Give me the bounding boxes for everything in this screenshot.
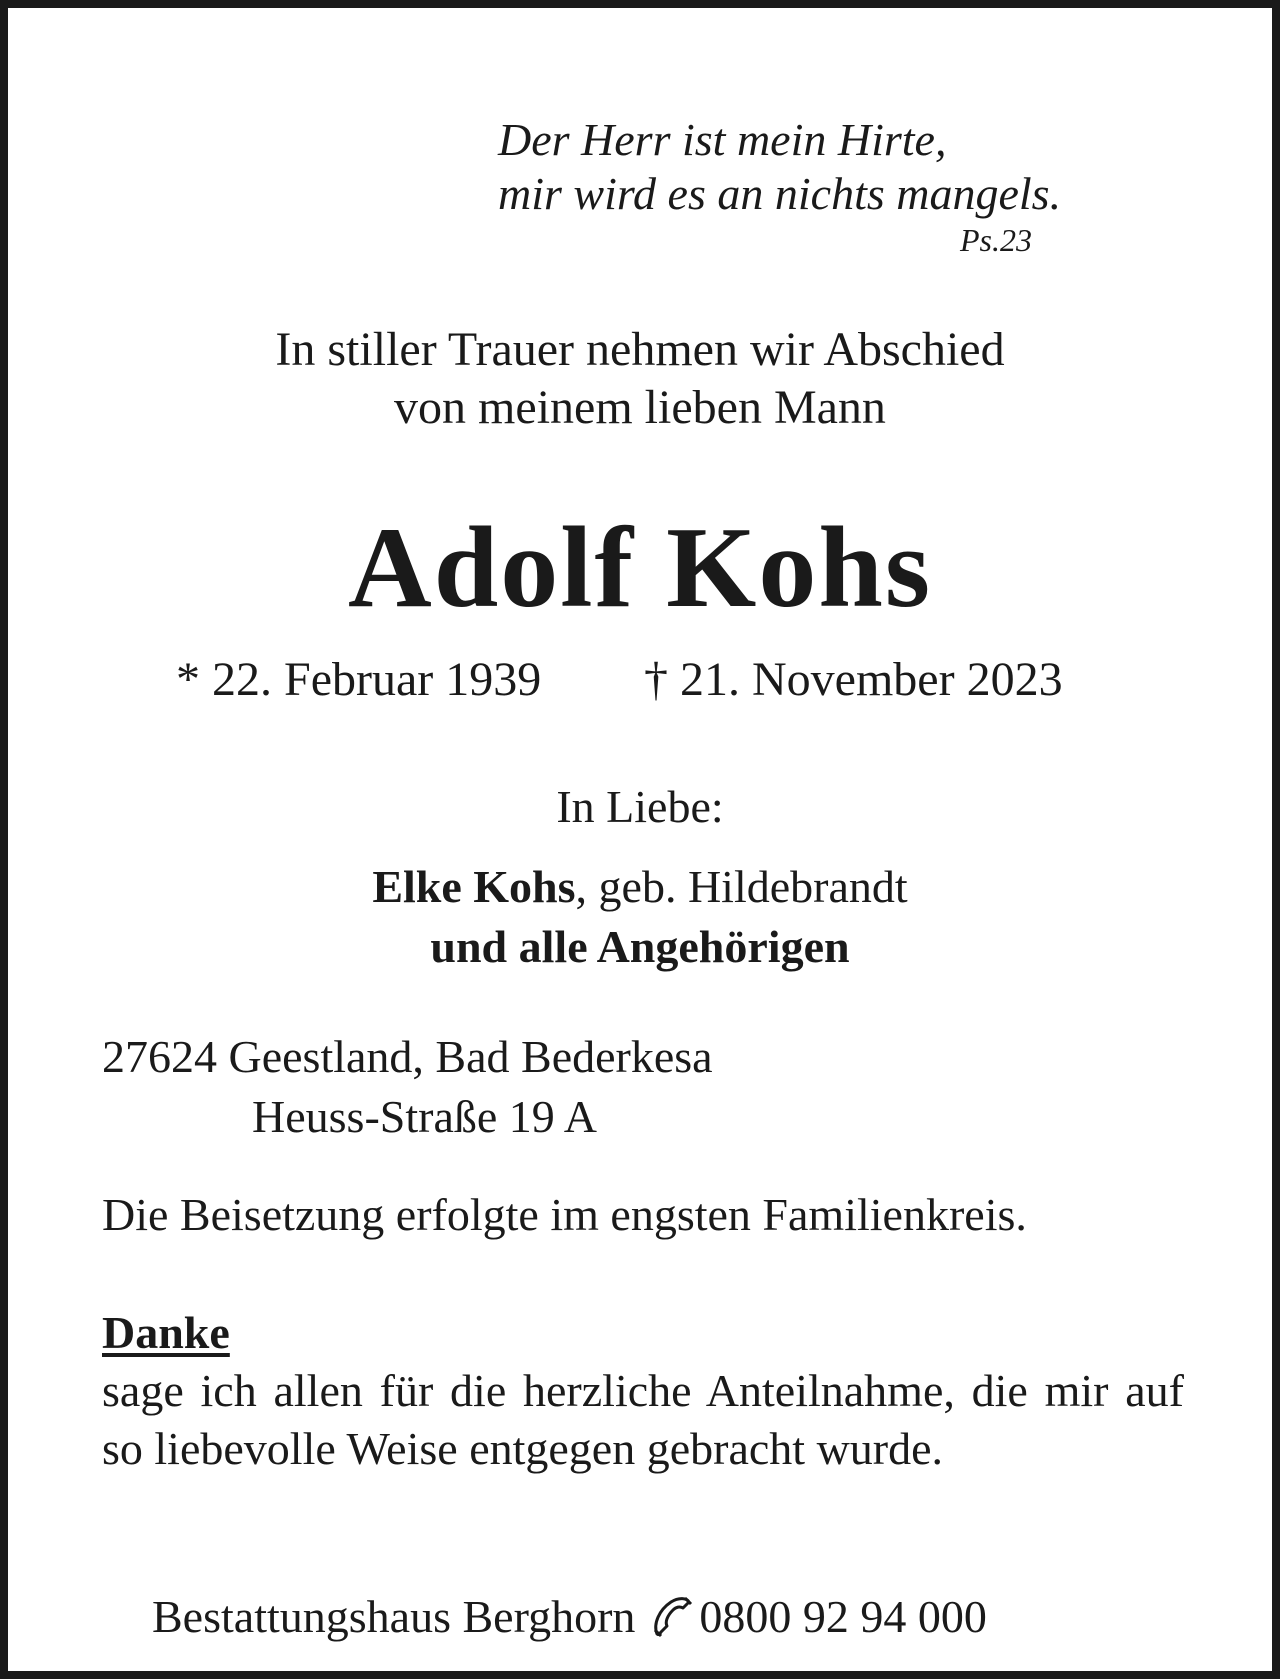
verse-line-1: Der Herr ist mein Hirte, [498, 114, 947, 165]
verse-reference: Ps.23 [960, 222, 1032, 258]
spouse-line [0, 860, 1280, 913]
address-street: Heuss-Straße 19 A [252, 1091, 597, 1142]
address-postal-city: 27624 Geestland, Bad Bederkesa [102, 1031, 713, 1082]
deceased-name: Adolf Kohs [347, 504, 933, 632]
birth-date: * 22. Februar 1939 [176, 653, 542, 706]
funeral-home-name: Bestattungshaus Berghorn [152, 1591, 636, 1642]
verse-line-2: mir wird es an nichts mangels. [498, 168, 1062, 219]
footer-line [152, 1590, 987, 1643]
phone-number: 0800 92 94 000 [699, 1591, 987, 1642]
intro-line-1: In stiller Trauer nehmen wir Abschied [275, 323, 1005, 376]
mourners-heading: In Liebe: [556, 781, 724, 832]
burial-note: Die Beisetzung erfolgte im engsten Familienkreis. [102, 1189, 1027, 1240]
spouse-name: Elke Kohs [372, 861, 576, 912]
intro-line-2: von meinem lieben Mann [394, 381, 886, 434]
phone-icon [649, 1594, 695, 1640]
thanks-text: sage ich allen für die herzliche Anteilnahme, die mir auf so liebevolle Weise entgegen gebracht wurde. [102, 1365, 1184, 1474]
spouse-suffix: , geb. Hildebrandt [575, 861, 908, 912]
thanks-heading: Danke [102, 1307, 230, 1358]
other-relatives: und alle Angehörigen [430, 921, 850, 972]
death-date: † 21. November 2023 [644, 653, 1063, 706]
